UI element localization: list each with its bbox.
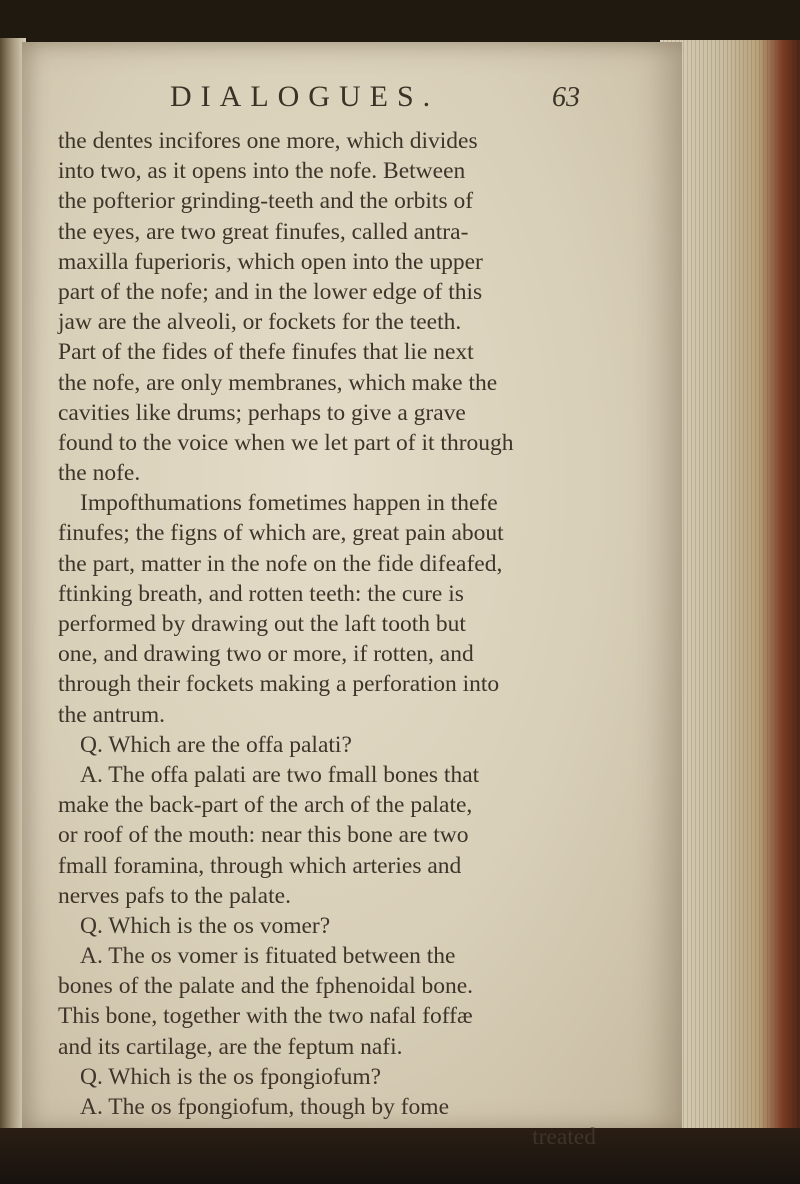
text-line: Impofthumations fometimes happen in thefe (80, 490, 498, 517)
text-line: and its cartilage, are the feptum nafi. (58, 1033, 403, 1060)
text-line: jaw are the alveoli, or fockets for the teeth. (58, 309, 462, 336)
text-line: make the back-part of the arch of the palate, (58, 792, 473, 819)
page-header (160, 80, 580, 120)
text-line: Q. Which is the os vomer? (80, 912, 331, 939)
running-title: DIALOGUES. (170, 80, 440, 113)
text-line: or roof of the mouth: near this bone are two (58, 822, 469, 849)
text-line: the nofe. (58, 460, 141, 487)
text-line: Q. Which is the os fpongiofum? (80, 1063, 382, 1090)
body-text (58, 126, 598, 1152)
text-line: the pofterior grinding-teeth and the orbits of (58, 188, 474, 215)
text-line: part of the nofe; and in the lower edge of this (58, 278, 483, 305)
text-line: the nofe, are only membranes, which make the (58, 369, 498, 396)
page-number: 63 (552, 82, 580, 113)
text-line: A. The os vomer is fituated between the (80, 943, 456, 970)
text-line: Q. Which are the offa palati? (80, 731, 352, 758)
text-line: ftinking breath, and rotten teeth: the cure is (58, 580, 464, 607)
text-line: cavities like drums; perhaps to give a grave (58, 399, 466, 426)
text-line: the antrum. (58, 701, 166, 728)
text-line: fmall foramina, through which arteries and (58, 852, 462, 879)
text-line: into two, as it opens into the nofe. Between (58, 158, 466, 185)
text-line: A. The offa palati are two fmall bones that (80, 761, 480, 788)
text-line: bones of the palate and the fphenoidal bone. (58, 973, 474, 1000)
text-line: maxilla fuperioris, which open into the upper (58, 248, 483, 275)
text-line: This bone, together with the two nafal foffæ (58, 1003, 473, 1030)
text-line: found to the voice when we let part of it through (58, 429, 514, 456)
catchword: treated (532, 1124, 596, 1151)
text-line: Part of the fides of thefe finufes that lie next (58, 339, 474, 366)
text-line: the part, matter in the nofe on the fide difeafed, (58, 550, 503, 577)
text-line: the dentes incifores one more, which divides (58, 128, 478, 154)
text-line: through their fockets making a perforation into (58, 671, 500, 698)
text-line: A. The os fpongiofum, though by fome (80, 1094, 450, 1120)
text-line: nerves pafs to the palate. (58, 882, 291, 909)
text-line: one, and drawing two or more, if rotten, and (58, 641, 474, 668)
text-line: the eyes, are two great finufes, called antra- (58, 218, 469, 245)
text-line: finufes; the figns of which are, great pain about (58, 520, 504, 547)
text-line: performed by drawing out the laft tooth but (58, 611, 466, 637)
